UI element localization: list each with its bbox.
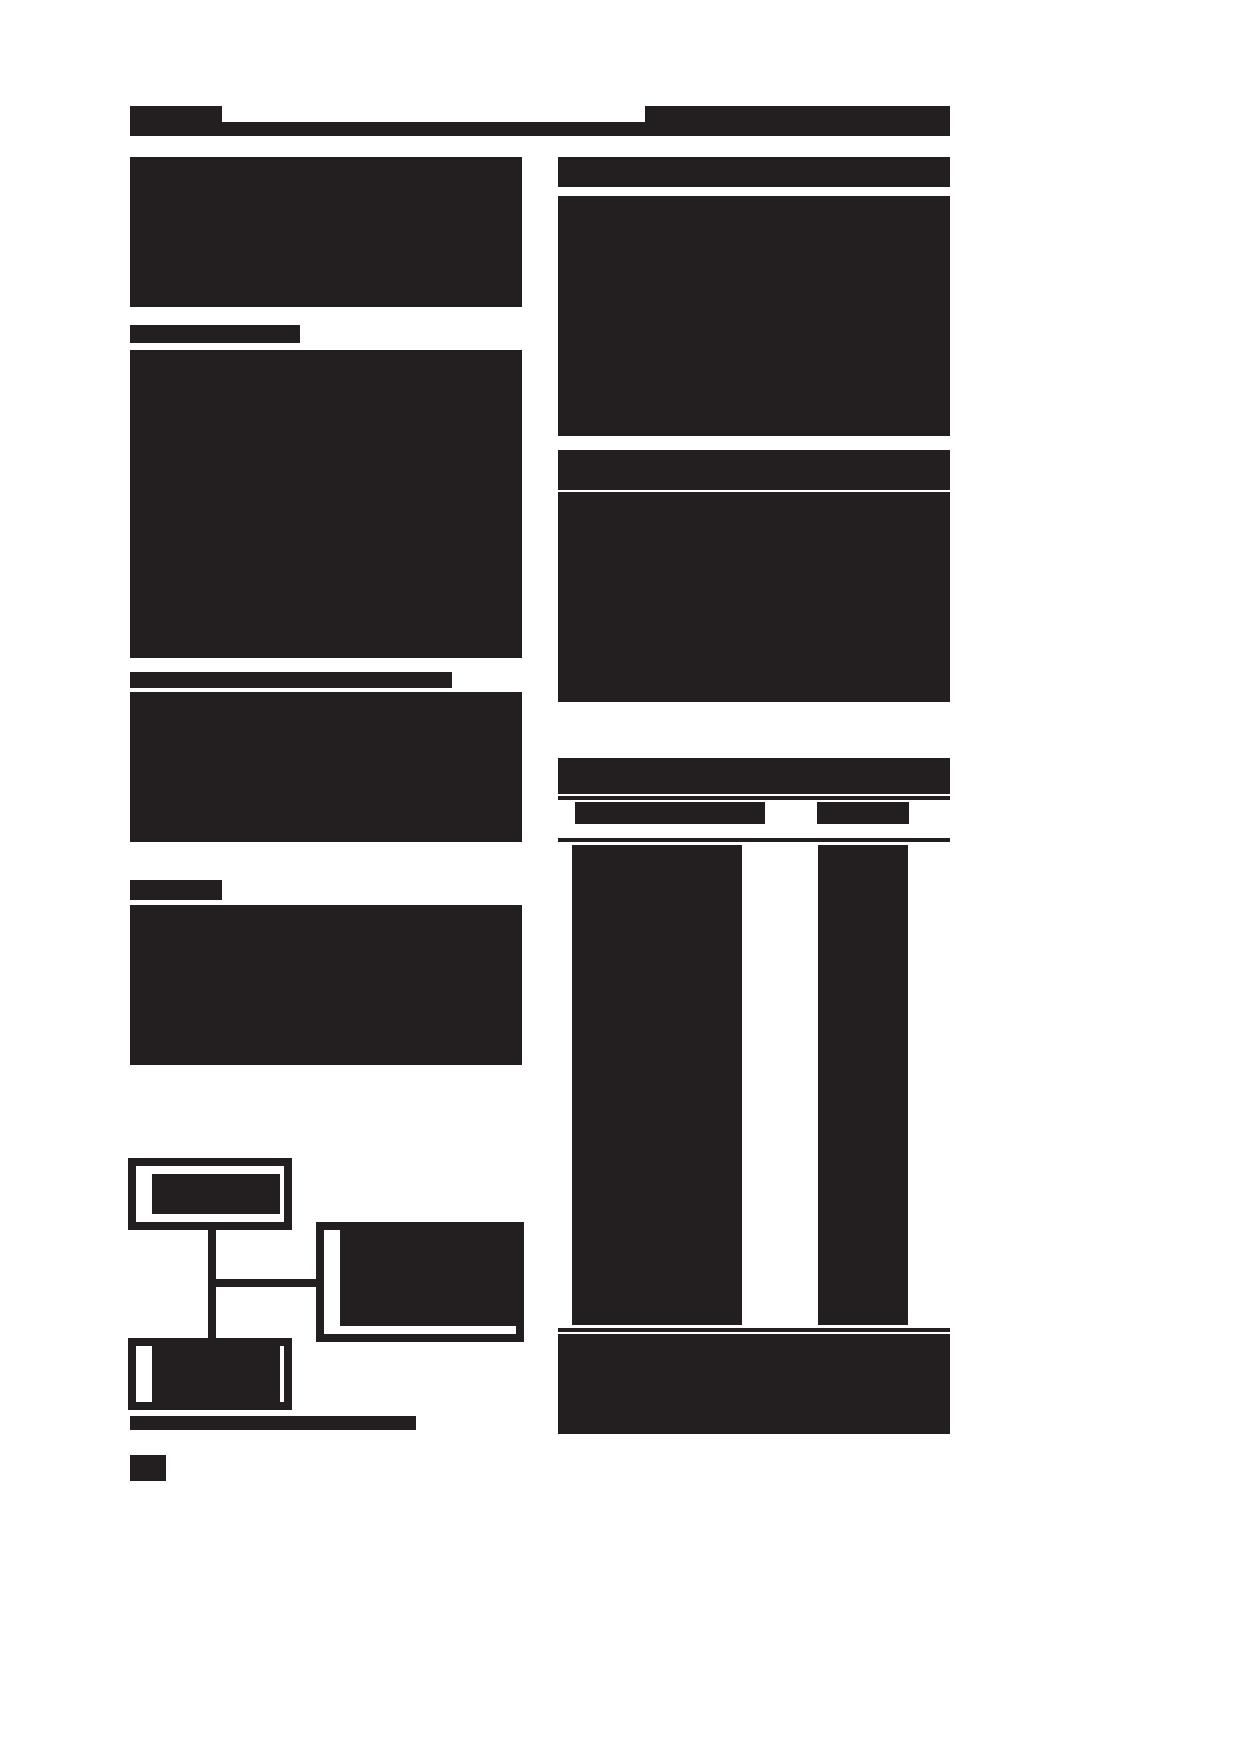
redaction-note [0,0,1,1]
figure-caption-redacted [130,1416,416,1430]
subheading-redacted [130,672,452,688]
paragraph-redacted [558,196,950,436]
paragraph-redacted [130,692,522,842]
section-heading-redacted [130,325,300,343]
column-1-cells-redacted [572,845,742,1325]
paragraph-redacted [130,905,522,1065]
flowchart-box-right [316,1222,524,1342]
table-rule-bottom [558,1328,950,1332]
paragraph-redacted [130,157,522,307]
box-label-redacted [340,1230,516,1326]
connector-horizontal [208,1279,318,1287]
table-footnote-redacted [558,1334,950,1434]
flowchart-box-top [128,1158,292,1230]
column-header-2-redacted [817,802,909,824]
running-header-right [645,106,950,136]
table-rule-header [558,838,950,842]
paragraph-redacted [130,350,522,658]
section-heading-redacted [130,880,222,900]
column-header-1-redacted [575,802,765,824]
page-number-redacted [130,1455,166,1481]
box-label-redacted [152,1174,280,1214]
table-rule-top [558,796,950,800]
flowchart-box-bottom [128,1338,292,1410]
column-2-cells-redacted [818,845,908,1325]
subheading-redacted [558,450,950,490]
subheading-redacted [558,157,950,187]
paragraph-redacted [558,492,950,702]
table-caption-redacted [558,758,950,794]
box-label-redacted [152,1346,280,1402]
